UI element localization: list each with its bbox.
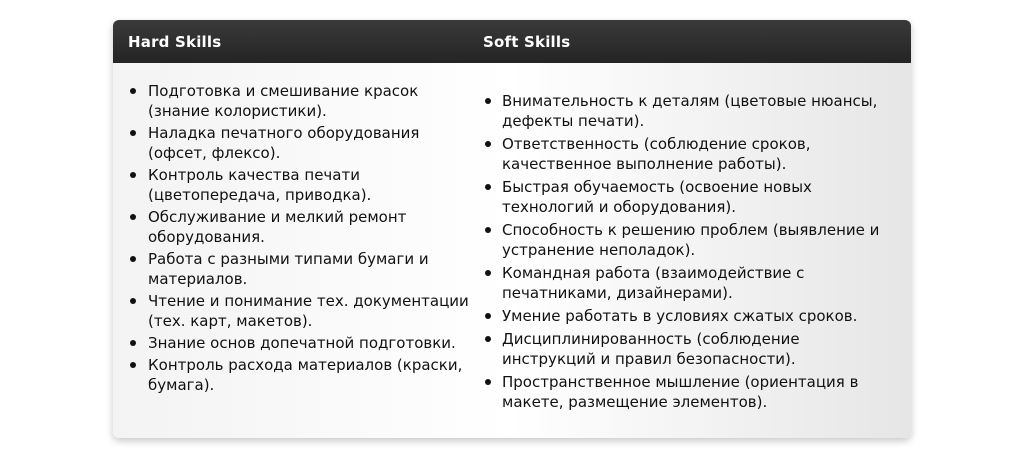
soft-skills-list xyxy=(482,91,880,412)
list-item xyxy=(127,207,482,247)
soft-skill-text: Умение работать в условиях сжатых сроков. xyxy=(502,307,858,325)
soft-skill-text: Быстрая обучаемость (освоение новых технологий и оборудования). xyxy=(502,178,812,216)
skills-table xyxy=(113,20,911,438)
bullet-icon xyxy=(130,130,136,136)
bullet-icon xyxy=(130,88,136,94)
bullet-icon xyxy=(485,184,491,190)
list-item xyxy=(127,249,482,289)
list-item xyxy=(482,329,892,369)
bullet-icon xyxy=(485,379,491,385)
soft-skill-text: Внимательность к деталям (цветовые нюансы, дефекты печати). xyxy=(502,92,878,130)
list-item xyxy=(127,123,482,163)
list-item xyxy=(127,355,482,395)
list-item xyxy=(482,263,892,303)
hard-skill-text: Работа с разными типами бумаги и материалов. xyxy=(148,250,429,288)
bullet-icon xyxy=(130,256,136,262)
hard-skills-column xyxy=(127,81,482,415)
hard-skill-text: Знание основ допечатной подготовки. xyxy=(148,334,456,352)
bullet-icon xyxy=(485,141,491,147)
soft-skills-heading: Soft Skills xyxy=(483,32,571,51)
soft-skill-text: Дисциплинированность (соблюдение инструкций и правил безопасности). xyxy=(502,330,800,368)
hard-skill-text: Подготовка и смешивание красок (знание колористики). xyxy=(148,82,419,120)
soft-skills-column xyxy=(482,81,880,415)
soft-skill-text: Способность к решению проблем (выявление и устранение неполадок). xyxy=(502,221,880,259)
hard-skill-text: Контроль расхода материалов (краски, бумага). xyxy=(148,356,463,394)
bullet-icon xyxy=(130,298,136,304)
list-item xyxy=(127,333,482,353)
list-item xyxy=(482,134,892,174)
hard-skill-text: Контроль качества печати (цветопередача, приводка). xyxy=(148,166,372,204)
list-item xyxy=(482,91,892,131)
hard-skills-heading: Hard Skills xyxy=(128,32,222,51)
bullet-icon xyxy=(130,362,136,368)
hard-skill-text: Обслуживание и мелкий ремонт оборудования. xyxy=(148,208,407,246)
hard-skills-list xyxy=(127,81,482,395)
list-item xyxy=(482,306,892,326)
hard-skill-text: Чтение и понимание тех. документации (тех. карт, макетов). xyxy=(148,292,469,330)
bullet-icon xyxy=(130,214,136,220)
table-header xyxy=(113,20,911,63)
bullet-icon xyxy=(130,340,136,346)
list-item xyxy=(127,81,482,121)
list-item xyxy=(482,177,892,217)
bullet-icon xyxy=(485,227,491,233)
list-item xyxy=(482,220,892,260)
table-body xyxy=(113,63,911,415)
list-item xyxy=(482,372,892,412)
soft-skill-text: Ответственность (соблюдение сроков, качественное выполнение работы). xyxy=(502,135,811,173)
soft-skill-text: Пространственное мышление (ориентация в макете, размещение элементов). xyxy=(502,373,859,411)
bullet-icon xyxy=(485,98,491,104)
bullet-icon xyxy=(485,313,491,319)
bullet-icon xyxy=(485,336,491,342)
bullet-icon xyxy=(130,172,136,178)
soft-skill-text: Командная работа (взаимодействие с печатниками, дизайнерами). xyxy=(502,264,805,302)
list-item xyxy=(127,291,482,331)
hard-skill-text: Наладка печатного оборудования (офсет, флексо). xyxy=(148,124,420,162)
bullet-icon xyxy=(485,270,491,276)
list-item xyxy=(127,165,482,205)
